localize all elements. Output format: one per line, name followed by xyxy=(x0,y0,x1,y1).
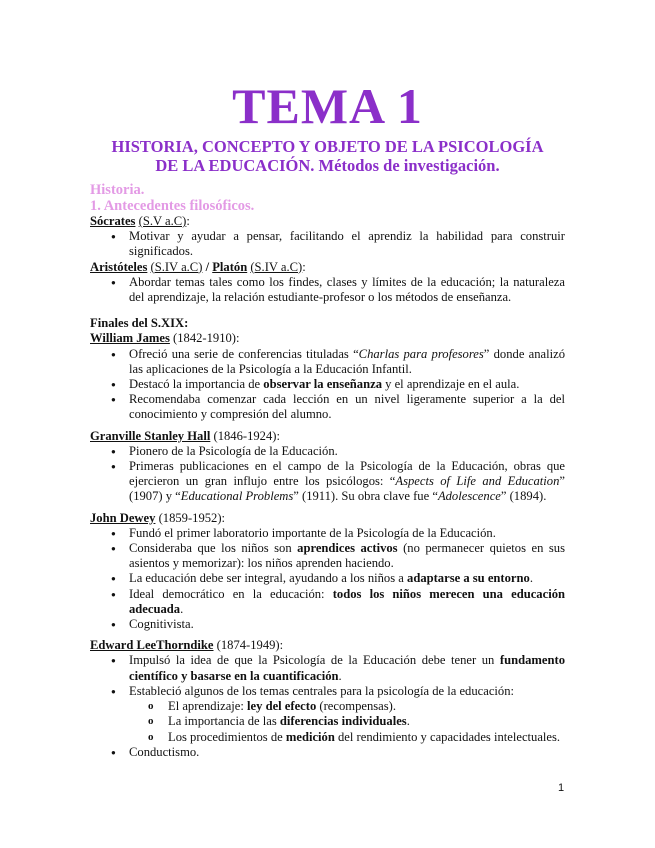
subtitle-line-2: DE LA EDUCACIÓN. Métodos de investigación. xyxy=(155,156,500,175)
section-heading-historia: Historia. xyxy=(90,182,145,198)
page-subtitle xyxy=(80,137,575,175)
document-body xyxy=(90,182,565,760)
list-item: ● Cognitivista. xyxy=(90,617,565,632)
author-date: (S.V a.C) xyxy=(138,214,187,228)
list-item: ● Conductismo. xyxy=(90,745,565,760)
author-name: William James xyxy=(90,331,170,346)
socrates-list xyxy=(90,229,565,259)
author-date: (S.IV a.C) xyxy=(250,259,303,274)
sub-list-item: o La importancia de las diferencias individuales. xyxy=(90,714,565,729)
author-name: Platón xyxy=(212,259,248,274)
author-date: (1874-1949): xyxy=(216,638,284,653)
author-name: Granville Stanley Hall xyxy=(90,428,211,443)
author-name: Aristóteles xyxy=(90,259,148,274)
page-title: TEMA 1 xyxy=(232,78,423,134)
hall-list xyxy=(90,444,565,505)
author-heading-hall xyxy=(90,429,565,444)
page-number: 1 xyxy=(558,782,565,794)
list-item: ● Consideraba que los niños son aprendices activos (no permanecer quietos en sus asientos y memorizar): los niños aprenden haciendo. xyxy=(90,541,565,571)
list-item: ● Pionero de la Psicología de la Educación. xyxy=(90,444,565,459)
list-item: ● Estableció algunos de los temas centrales para la psicología de la educación: xyxy=(90,684,565,699)
list-item: ● Abordar temas tales como los findes, clases y límites de la educación; la naturaleza del aprendizaje, la relación estudiante-profesor o los métodos de enseñanza. xyxy=(90,275,565,305)
list-item: ● Motivar y ayudar a pensar, facilitando el aprendiz la habilidad para construir significados. xyxy=(90,229,565,259)
list-item: ● Primeras publicaciones en el campo de la Psicología de la Educación, obras que ejercieron un gran influjo entre los psicólogos: “Aspects of Life and Education” (1907) y “Educational Problems” (1911). Su obra clave fue “Adolescence” (1894). xyxy=(90,459,565,505)
subsection-heading-finales: Finales del S.XIX: xyxy=(90,316,189,331)
author-heading-socrates: Sócrates (S.V a.C): xyxy=(90,214,190,228)
author-date: (1859-1952): xyxy=(158,510,226,525)
list-item: ● Recomendaba comenzar cada lección en un nivel ligeramente superior a la del conocimiento y compresión del alumno. xyxy=(90,392,565,422)
sub-list-item: o El aprendizaje: ley del efecto (recompensas). xyxy=(90,699,565,714)
author-heading-aristoteles: Aristóteles (S.IV a.C) / Platón (S.IV a.C): xyxy=(90,259,306,274)
author-name: John Dewey xyxy=(90,510,156,525)
dewey-list xyxy=(90,526,565,632)
author-heading-thorndike xyxy=(90,638,565,653)
james-list xyxy=(90,347,565,423)
subtitle-line-1: HISTORIA, CONCEPTO Y OBJETO DE LA PSICOLOGÍA xyxy=(111,137,544,156)
author-name: Edward LeeThorndike xyxy=(90,638,214,653)
aristoteles-list xyxy=(90,275,565,305)
list-item: ● Ideal democrático en la educación: todos los niños merecen una educación adecuada. xyxy=(90,587,565,617)
author-heading-james xyxy=(90,331,565,346)
author-name: Sócrates xyxy=(90,214,136,228)
list-item: ● Destacó la importancia de observar la enseñanza y el aprendizaje en el aula. xyxy=(90,377,565,392)
author-heading-dewey xyxy=(90,511,565,526)
thorndike-list xyxy=(90,653,565,759)
list-item: ● La educación debe ser integral, ayudando a los niños a adaptarse a su entorno. xyxy=(90,571,565,586)
author-date: (1842-1910): xyxy=(173,331,240,346)
section-heading-antecedentes: 1. Antecedentes filosóficos. xyxy=(90,198,255,214)
list-item: ● Ofreció una serie de conferencias tituladas “Charlas para profesores” donde analizó las aplicaciones de la Psicología a la Educación Infantil. xyxy=(90,347,565,377)
author-date: (1846-1924): xyxy=(213,428,280,443)
sub-list-item: o Los procedimientos de medición del rendimiento y capacidades intelectuales. xyxy=(90,730,565,745)
author-date: (S.IV a.C) xyxy=(150,259,203,274)
list-item: ● Fundó el primer laboratorio importante de la Psicología de la Educación. xyxy=(90,526,565,541)
list-item: ● Impulsó la idea de que la Psicología de la Educación debe tener un fundamento científico y basarse en la cuantificación. xyxy=(90,653,565,683)
